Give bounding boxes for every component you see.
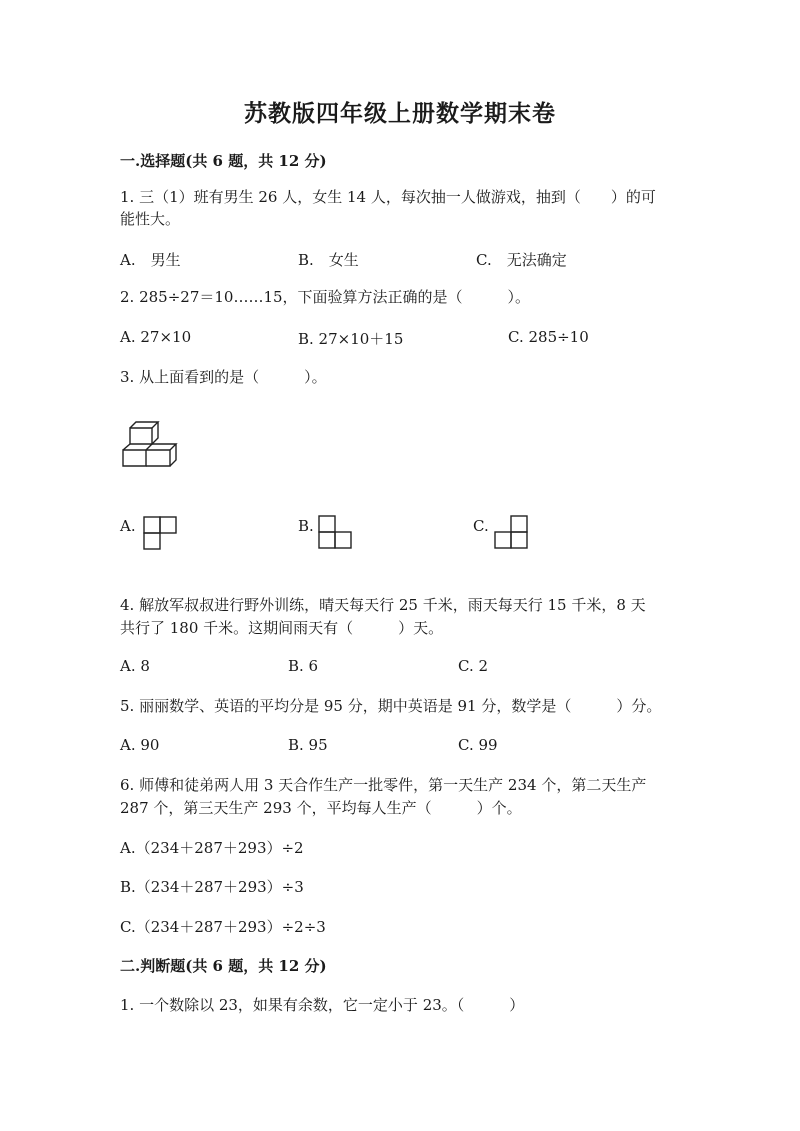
question-1-option-b[interactable]: B. 女生 <box>298 251 359 269</box>
question-5-option-a[interactable]: A. 90 <box>120 736 160 754</box>
question-2-option-c[interactable]: C. 285÷10 <box>508 328 589 346</box>
question-4-option-c[interactable]: C. 2 <box>458 657 489 675</box>
question-2-option-a[interactable]: A. 27×10 <box>120 328 192 346</box>
question-4-line-1: 4. 解放军叔叔进行野外训练，晴天每天行 25 千米，雨天每天行 15 千米，8 天 <box>120 596 646 614</box>
question-6-option-a[interactable]: A.（234＋287＋293）÷2 <box>120 839 304 857</box>
stacked-cubes-icon <box>120 420 182 468</box>
question-3-line-1: 3. 从上面看到的是（ ）。 <box>120 368 327 386</box>
judgement-question-1: 1. 一个数除以 23，如果有余数，它一定小于 23。（ ） <box>120 996 525 1014</box>
question-2-line-1: 2. 285÷27＝10……15，下面验算方法正确的是（ ）。 <box>120 288 531 306</box>
question-6-line-2: 287 个，第三天生产 293 个，平均每人生产（ ）个。 <box>120 799 522 817</box>
question-1-line-2: 能性大。 <box>120 210 181 228</box>
top-view-option-c-icon <box>494 515 528 549</box>
question-4-option-b[interactable]: B. 6 <box>288 657 319 675</box>
question-4-option-a[interactable]: A. 8 <box>120 657 150 675</box>
question-3-option-c[interactable]: C. <box>473 517 489 535</box>
question-3-option-a[interactable]: A. <box>120 517 136 535</box>
question-5-option-b[interactable]: B. 95 <box>288 736 328 754</box>
question-4-line-2: 共行了 180 千米。这期间雨天有（ ）天。 <box>120 619 444 637</box>
question-1-option-c[interactable]: C. 无法确定 <box>476 251 567 269</box>
question-6-option-b[interactable]: B.（234＋287＋293）÷3 <box>120 878 304 896</box>
section-heading-judgement: 二.判断题(共 6 题，共 12 分) <box>120 957 327 975</box>
question-5-option-c[interactable]: C. 99 <box>458 736 498 754</box>
question-1-line-1: 1. 三（1）班有男生 26 人，女生 14 人，每次抽一人做游戏，抽到（ ）的可 <box>120 188 656 206</box>
question-5-line-1: 5. 丽丽数学、英语的平均分是 95 分，期中英语是 91 分，数学是（ ）分。 <box>120 697 662 715</box>
section-heading-choice: 一.选择题(共 6 题，共 12 分) <box>120 152 327 170</box>
question-6-option-c[interactable]: C.（234＋287＋293）÷2÷3 <box>120 918 326 936</box>
top-view-option-b-icon <box>318 515 352 549</box>
top-view-option-a-icon <box>143 516 177 550</box>
question-1-option-a[interactable]: A. 男生 <box>120 251 181 269</box>
page-title: 苏教版四年级上册数学期末卷 <box>244 100 556 127</box>
question-2-option-b[interactable]: B. 27×10＋15 <box>298 330 404 348</box>
question-6-line-1: 6. 师傅和徒弟两人用 3 天合作生产一批零件，第一天生产 234 个，第二天生产 <box>120 776 647 794</box>
question-3-option-b[interactable]: B. <box>298 517 314 535</box>
